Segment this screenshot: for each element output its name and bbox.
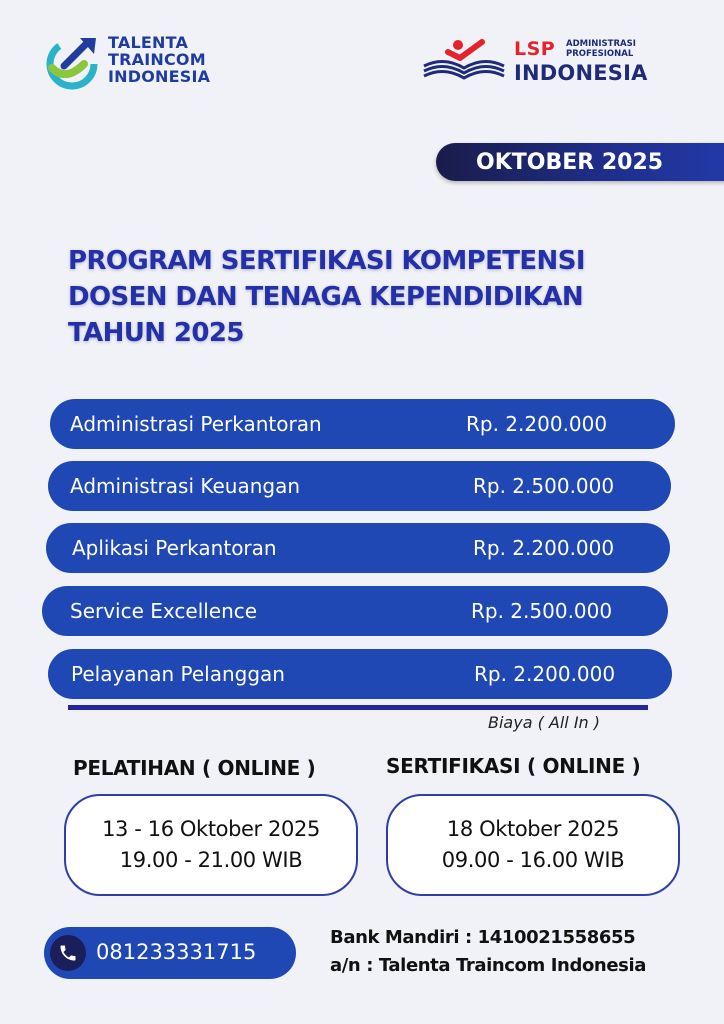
program-name: Administrasi Perkantoran: [70, 412, 322, 436]
lsp-subtext-line-2: PROFESIONAL: [566, 49, 634, 59]
phone-contact[interactable]: [44, 927, 296, 979]
sertifikasi-schedule-box: [386, 794, 680, 896]
program-price: Rp. 2.200.000: [473, 536, 615, 560]
biaya-note: Biaya ( All In ): [488, 713, 601, 732]
lsp-text: LSP: [514, 38, 556, 60]
program-name: Service Excellence: [70, 599, 258, 623]
phone-icon: [50, 935, 86, 971]
program-row: [50, 399, 675, 449]
talenta-logo-mark-icon: [46, 34, 102, 90]
pelatihan-time: 19.00 - 21.00 WIB: [119, 848, 303, 872]
program-price: Rp. 2.500.000: [473, 474, 615, 498]
title-line-1: PROGRAM SERTIFIKASI KOMPETENSI: [68, 246, 585, 276]
sertifikasi-date: 18 Oktober 2025: [446, 817, 620, 841]
program-name: Administrasi Keuangan: [70, 474, 301, 498]
talenta-logo-text: [108, 34, 210, 85]
lsp-subtext-line-1: ADMINISTRASI: [566, 39, 636, 49]
month-badge: OKTOBER 2025: [436, 143, 724, 181]
logo-line-1: TALENTA: [108, 33, 189, 52]
program-name: Aplikasi Perkantoran: [72, 536, 277, 560]
sertifikasi-label: SERTIFIKASI ( ONLINE ): [386, 754, 641, 778]
divider: [68, 705, 648, 710]
program-price: Rp. 2.200.000: [474, 662, 616, 686]
bank-holder: a/n : Talenta Traincom Indonesia: [330, 955, 646, 976]
lsp-logo: [420, 34, 670, 90]
bank-account: Bank Mandiri : 1410021558655: [330, 927, 636, 948]
bank-info: [330, 924, 646, 980]
program-row: [46, 523, 670, 573]
page-title: [68, 243, 668, 351]
book-person-logo-icon: [420, 36, 508, 82]
program-row: [42, 586, 668, 636]
talenta-traincom-logo: [46, 32, 236, 94]
program-name: Pelayanan Pelanggan: [71, 662, 285, 686]
phone-number: 081233331715: [96, 940, 257, 964]
pelatihan-schedule-box: [64, 794, 358, 896]
logo-line-3: INDONESIA: [108, 67, 211, 86]
lsp-subtext: [566, 39, 636, 59]
program-row: [48, 461, 671, 511]
program-price: Rp. 2.200.000: [466, 412, 608, 436]
lsp-indonesia-text: INDONESIA: [514, 61, 648, 85]
program-row: [48, 649, 672, 699]
program-price: Rp. 2.500.000: [471, 599, 613, 623]
pelatihan-date: 13 - 16 Oktober 2025: [102, 817, 320, 841]
title-line-3: TAHUN 2025: [68, 318, 244, 348]
sertifikasi-time: 09.00 - 16.00 WIB: [441, 848, 625, 872]
title-line-2: DOSEN DAN TENAGA KEPENDIDIKAN: [68, 282, 584, 312]
logo-line-2: TRAINCOM: [108, 50, 206, 69]
pelatihan-label: PELATIHAN ( ONLINE ): [73, 756, 316, 780]
